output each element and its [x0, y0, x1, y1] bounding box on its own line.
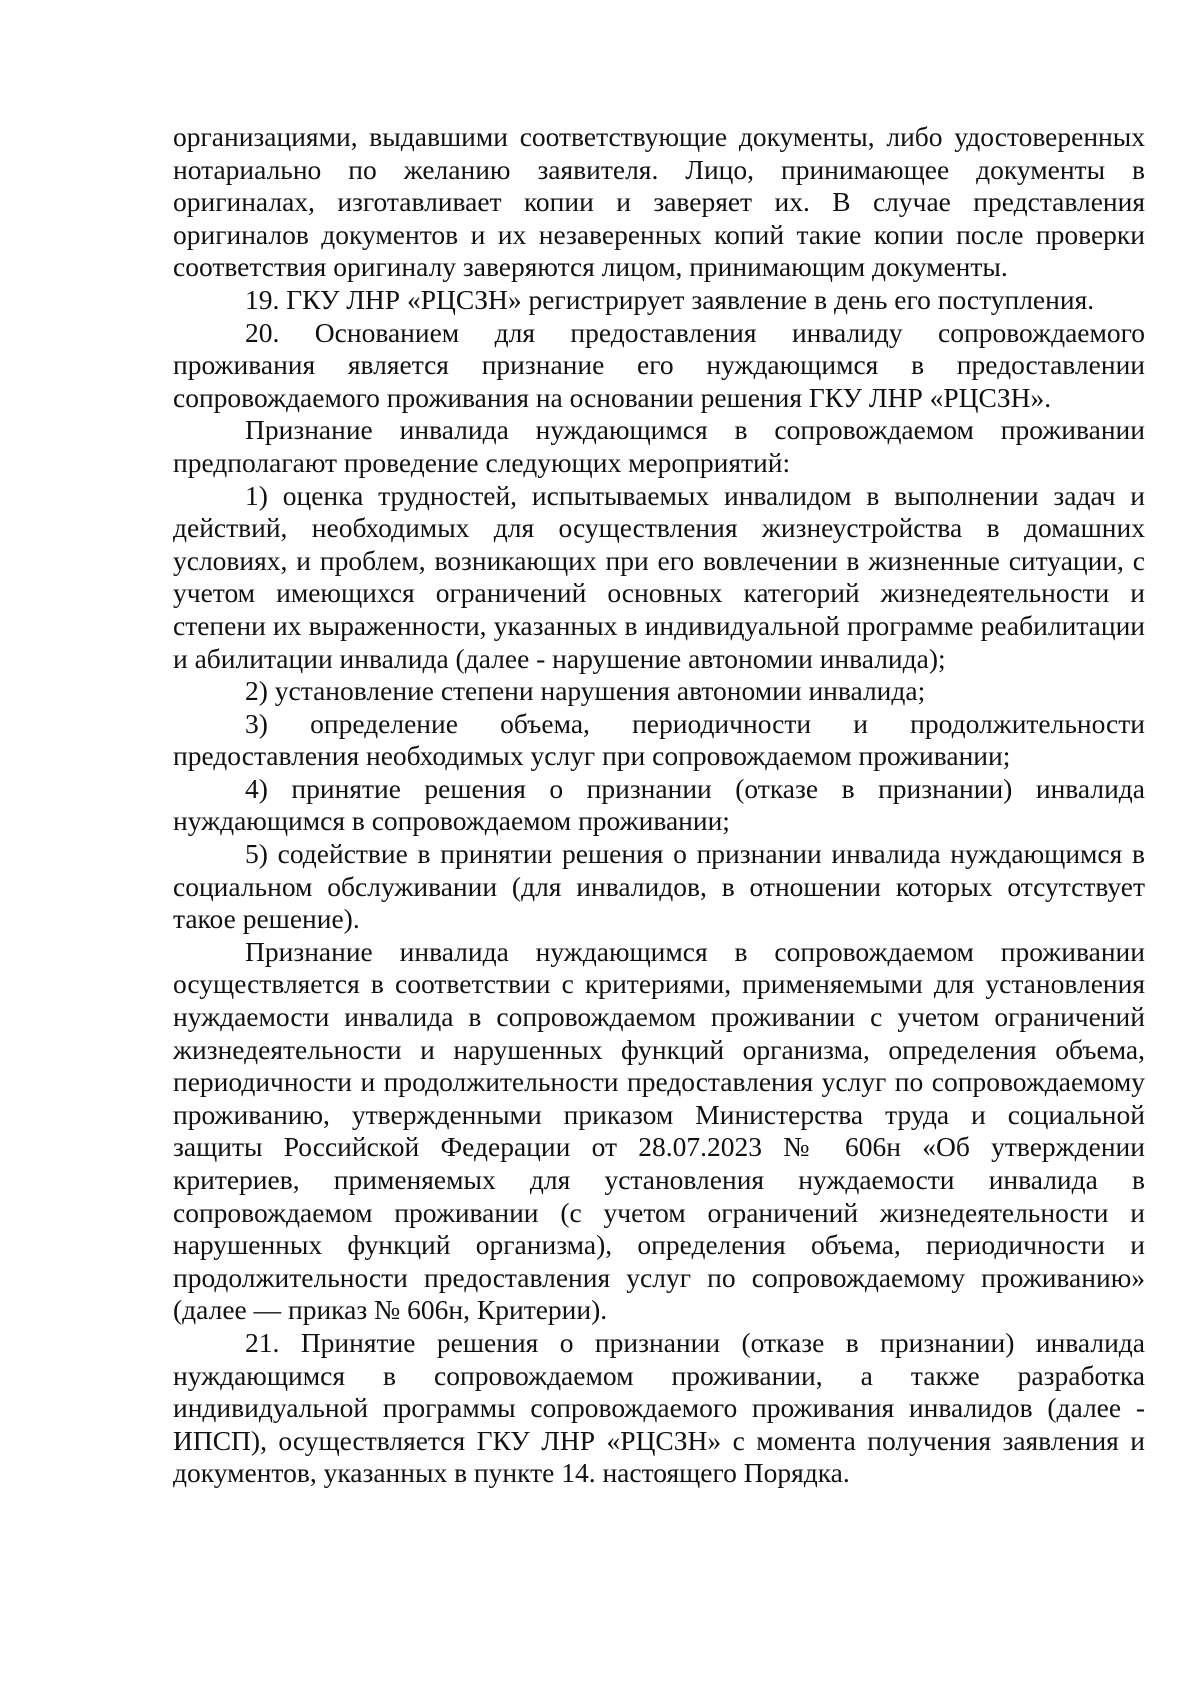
paragraph-item-20: 20. Основанием для предоставления инвалиду сопровождаемого проживания является признание его нуждающимся в предоставлении сопровождаемого проживания на основании решения ГКУ ЛНР «РЦСЗН». [173, 316, 1145, 413]
paragraph-item-19: 19. ГКУ ЛНР «РЦСЗН» регистрирует заявление в день его поступления. [245, 283, 1095, 315]
list-item-5: 5) содействие в принятии решения о признании инвалида нуждающимся в социальном обслуживании (для инвалидов, в отношении которых отсутствует такое решение). [173, 838, 1145, 935]
paragraph-criteria: Признание инвалида нуждающимся в сопровождаемом проживании осуществляется в соответствии с критериями, применяемыми для установления нуждаемости инвалида в сопровождаемом проживании с учетом ограничений жизнедеятельности и нарушенных функций организма, определения объема, периодичности и продолжительности предоставления услуг по сопровождаемому проживанию, утвержденными приказом Министерства труда и социальной защиты Российской Федерации от 28.07.2023 № 606н «Об утверждении критериев, применяемых для установления нуждаемости инвалида в сопровождаемом проживании (с учетом ограничений жизнедеятельности и нарушенных функций организма), определения объема, периодичности и продолжительности предоставления услуг по сопровождаемому проживанию» (далее — приказ № 606н, Критерии). [173, 935, 1145, 1326]
list-item-2: 2) установление степени нарушения автономии инвалида; [245, 675, 926, 707]
list-item-3: 3) определение объема, периодичности и продолжительности предоставления необходимых услуг при сопровождаемом проживании; [173, 707, 1145, 772]
list-item-4: 4) принятие решения о признании (отказе в признании) инвалида нуждающимся в сопровождаемом проживании; [173, 772, 1145, 837]
paragraph-document-copies: организациями, выдавшими соответствующие документы, либо удостоверенных нотариально по желанию заявителя. Лицо, принимающее документы в оригиналах, изготавливает копии и заверяет их. В случае представления оригиналов документов и их незаверенных копий такие копии после проверки соответствия оригиналу заверяются лицом, принимающим документы. [173, 121, 1145, 283]
paragraph-item-21: 21. Принятие решения о признании (отказе в признании) инвалида нуждающимся в сопровождаемом проживании, а также разработка индивидуальной программы сопровождаемого проживания инвалидов (далее - ИПСП), осуществляется ГКУ ЛНР «РЦСЗН» с момента получения заявления и документов, указанных в пункте 14. настоящего Порядка. [173, 1326, 1145, 1489]
list-item-1: 1) оценка трудностей, испытываемых инвалидом в выполнении задач и действий, необходимых для осуществления жизнеустройства в домашних условиях, и проблем, возникающих при его вовлечении в жизненные ситуации, с учетом имеющихся ограничений основных категорий жизнедеятельности и степени их выраженности, указанных в индивидуальной программе реабилитации и абилитации инвалида (далее - нарушение автономии инвалида); [173, 479, 1145, 674]
document-body [173, 121, 1145, 1490]
paragraph-recognition-measures: Признание инвалида нуждающимся в сопровождаемом проживании предполагают проведение следующих мероприятий: [173, 414, 1145, 478]
